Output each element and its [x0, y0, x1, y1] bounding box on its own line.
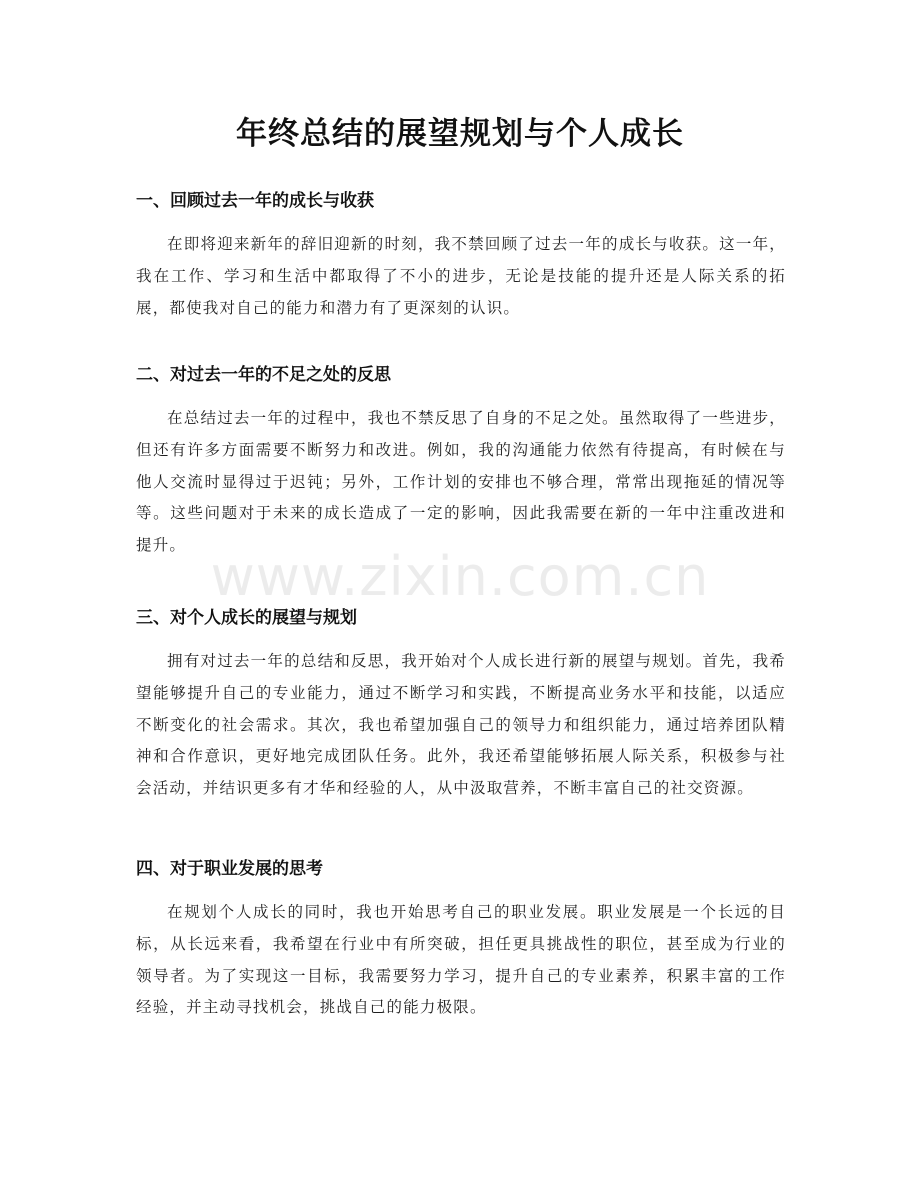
section-heading: 四、对于职业发展的思考: [136, 859, 323, 879]
page-title: 年终总结的展望规划与个人成长: [236, 116, 684, 152]
watermark: www.zixin.com.cn: [210, 545, 710, 608]
section-2: [136, 364, 786, 562]
section-1: [136, 190, 786, 324]
section-heading: 二、对过去一年的不足之处的反思: [136, 365, 391, 385]
section-heading: 三、对个人成长的展望与规划: [136, 608, 357, 628]
section-heading: 一、回顾过去一年的成长与收获: [136, 191, 374, 211]
section-paragraph: 拥有对过去一年的总结和反思，我开始对个人成长进行新的展望与规划。首先，我希望能够提升自己的专业能力，通过不断学习和实践，不断提高业务水平和技能，以适应不断变化的社会需求。其次，我也希望加强自己的领导力和组织能力，通过培养团队精神和合作意识，更好地完成团队任务。此外，我还希望能够拓展人际关系，积极参与社会活动，并结识更多有才华和经验的人，从中汲取营养，不断丰富自己的社交资源。: [136, 652, 786, 798]
section-paragraph: 在即将迎来新年的辞旧迎新的时刻，我不禁回顾了过去一年的成长与收获。这一年，我在工作、学习和生活中都取得了不小的进步，无论是技能的提升还是人际关系的拓展，都使我对自己的能力和潜力有了更深刻的认识。: [136, 235, 786, 317]
section-paragraph: 在总结过去一年的过程中，我也不禁反思了自身的不足之处。虽然取得了一些进步，但还有许多方面需要不断努力和改进。例如，我的沟通能力依然有待提高，有时候在与他人交流时显得过于迟钝；另外，工作计划的安排也不够合理，常常出现拖延的情况等等。这些问题对于未来的成长造成了一定的影响，因此我需要在新的一年中注重改进和提升。: [136, 409, 786, 555]
section-paragraph: 在规划个人成长的同时，我也开始思考自己的职业发展。职业发展是一个长远的目标，从长远来看，我希望在行业中有所突破，担任更具挑战性的职位，甚至成为行业的领导者。为了实现这一目标，我需要努力学习，提升自己的专业素养，积累丰富的工作经验，并主动寻找机会，挑战自己的能力极限。: [136, 903, 786, 1017]
section-4: [136, 858, 786, 1024]
section-3: [136, 607, 786, 805]
